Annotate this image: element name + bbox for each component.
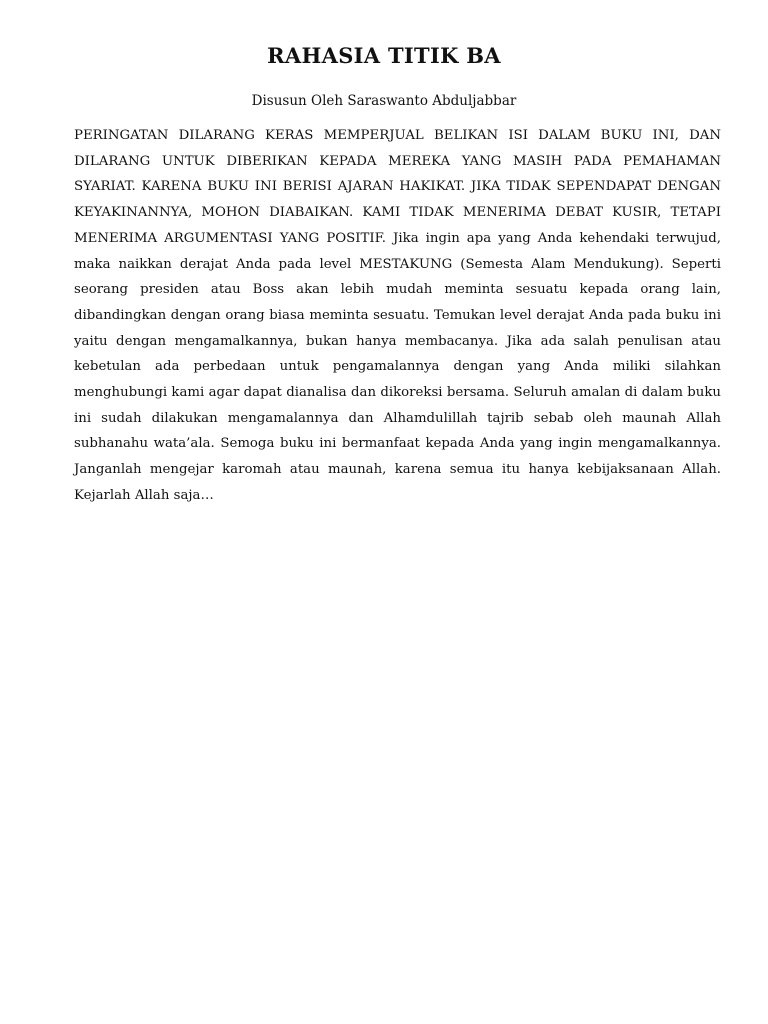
author-line: Disusun Oleh Saraswanto Abduljabbar <box>251 93 517 109</box>
body-paragraph: PERINGATAN DILARANG KERAS MEMPERJUAL BELIKAN ISI DALAM BUKU INI, DAN DILARANG UNTUK DIBERIKAN KEPADA MEREKA YANG MASIH PADA PEMAHAMAN SYARIAT. KARENA BUKU INI BERISI AJARAN HAKIKAT. JIKA TIDAK SEPENDAPAT DENGAN KEYAKINANNYA, MOHON DIABAIKAN. KAMI TIDAK MENERIMA DEBAT KUSIR, TETAPI MENERIMA ARGUMENTASI YANG POSITIF. Jika ingin apa yang Anda kehendaki terwujud, maka naikkan derajat Anda pada level MESTAKUNG (Semesta Alam Mendukung). Seperti seorang presiden atau Boss akan lebih mudah meminta sesuatu kepada orang lain, dibandingkan dengan orang biasa meminta sesuatu. Temukan level derajat Anda pada buku ini yaitu dengan mengamalkannya, bukan hanya membacanya. Jika ada salah penulisan atau kebetulan ada perbedaan untuk pengamalannya dengan yang Anda miliki silahkan menghubungi kami agar dapat dianalisa dan dikoreksi bersama. Seluruh amalan di dalam buku ini sudah dilakukan mengamalannya dan Alhamdulillah tajrib sebab oleh maunah Allah subhanahu wata’ala. Semoga buku ini bermanfaat kepada Anda yang ingin mengamalkannya. Janganlah mengejar karomah atau maunah, karena semua itu hanya kebijaksanaan Allah. Kejarlah Allah saja… <box>74 128 721 503</box>
document-title: RAHASIA TITIK BA <box>267 43 501 68</box>
